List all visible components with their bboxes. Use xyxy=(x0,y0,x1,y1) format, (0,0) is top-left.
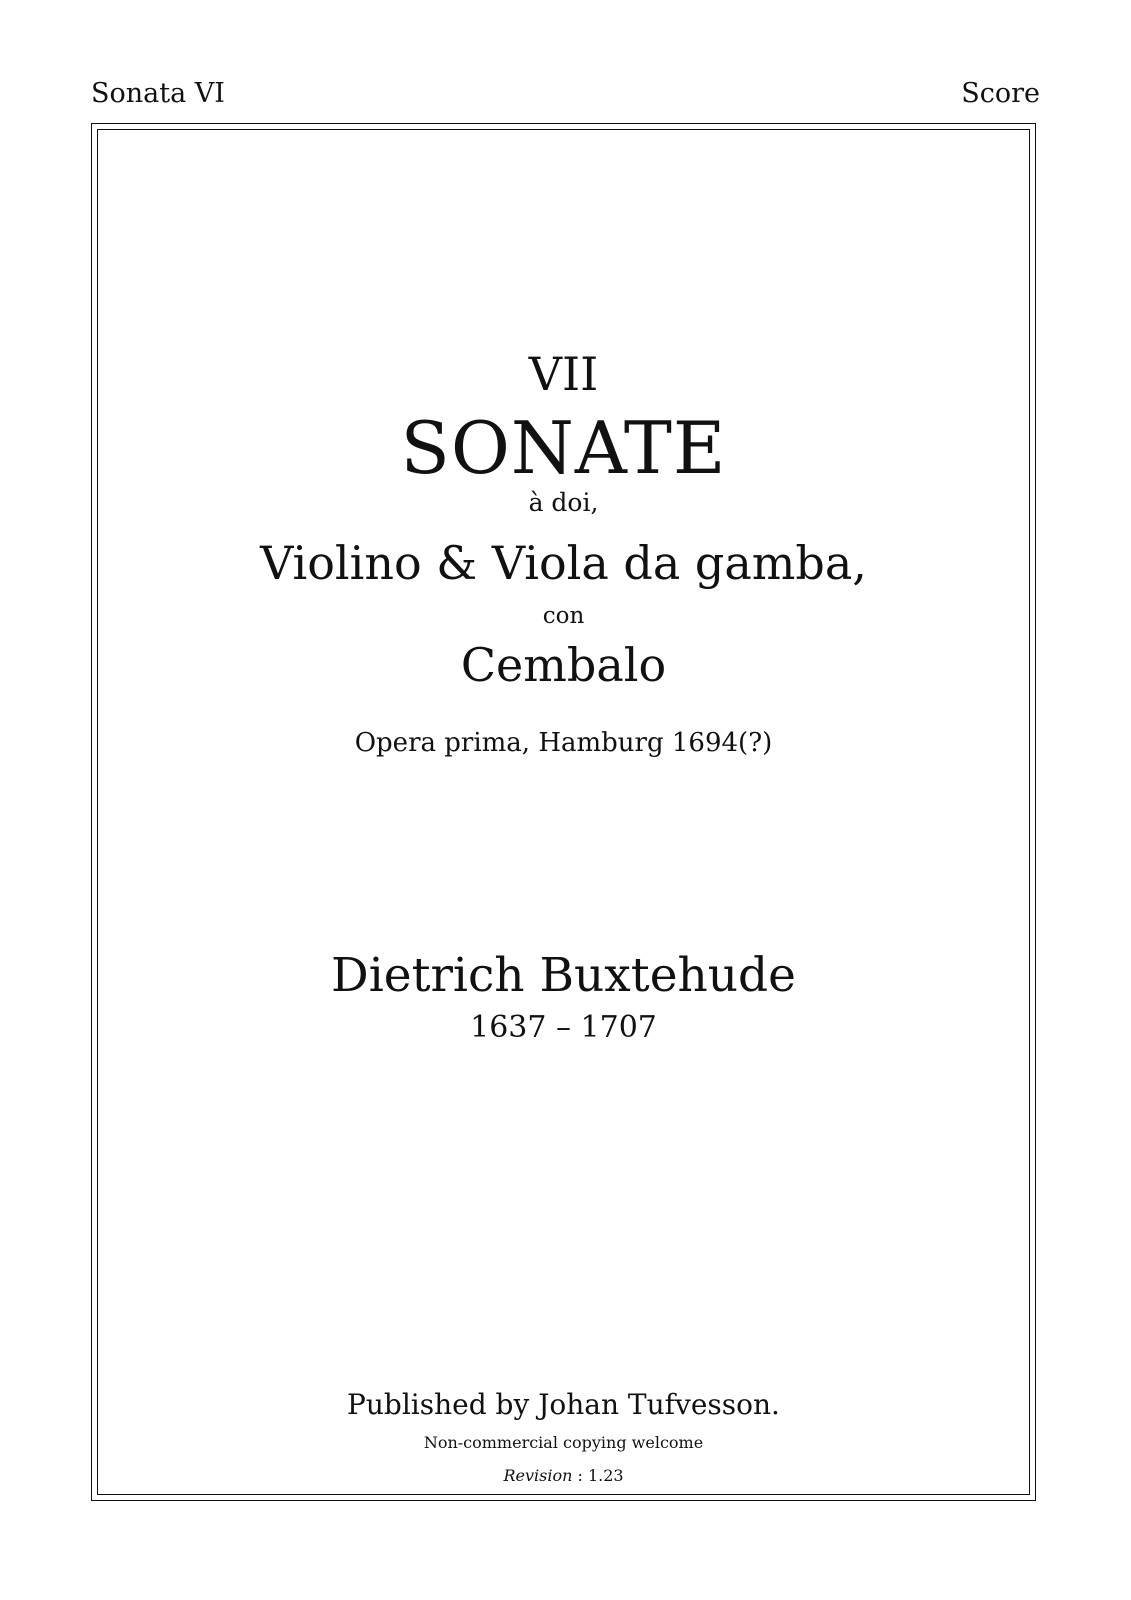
running-header-right: Score xyxy=(961,78,1040,109)
title-con: con xyxy=(542,603,585,629)
title-opus: Opera prima, Hamburg 1694(?) xyxy=(354,728,773,758)
revision-value: 1.23 xyxy=(587,1466,624,1485)
running-header-left: Sonata VI xyxy=(91,78,225,109)
title-instruments: Violino & Viola da gamba, xyxy=(260,536,867,590)
title-number: VII xyxy=(528,347,599,401)
title-main: SONATE xyxy=(400,406,727,490)
revision-label: Revision xyxy=(503,1466,573,1485)
title-continuo: Cembalo xyxy=(460,638,667,692)
revision-separator: : xyxy=(572,1466,588,1485)
publisher-line: Published by Johan Tufvesson. xyxy=(347,1388,780,1421)
composer-dates: 1637 – 1707 xyxy=(470,1010,657,1045)
copying-notice: Non-commercial copying welcome xyxy=(423,1433,704,1452)
revision-line xyxy=(97,1466,1030,1486)
title-a-doi: à doi, xyxy=(528,488,599,517)
composer-name: Dietrich Buxtehude xyxy=(331,948,796,1003)
page-border-inner xyxy=(97,129,1030,1495)
